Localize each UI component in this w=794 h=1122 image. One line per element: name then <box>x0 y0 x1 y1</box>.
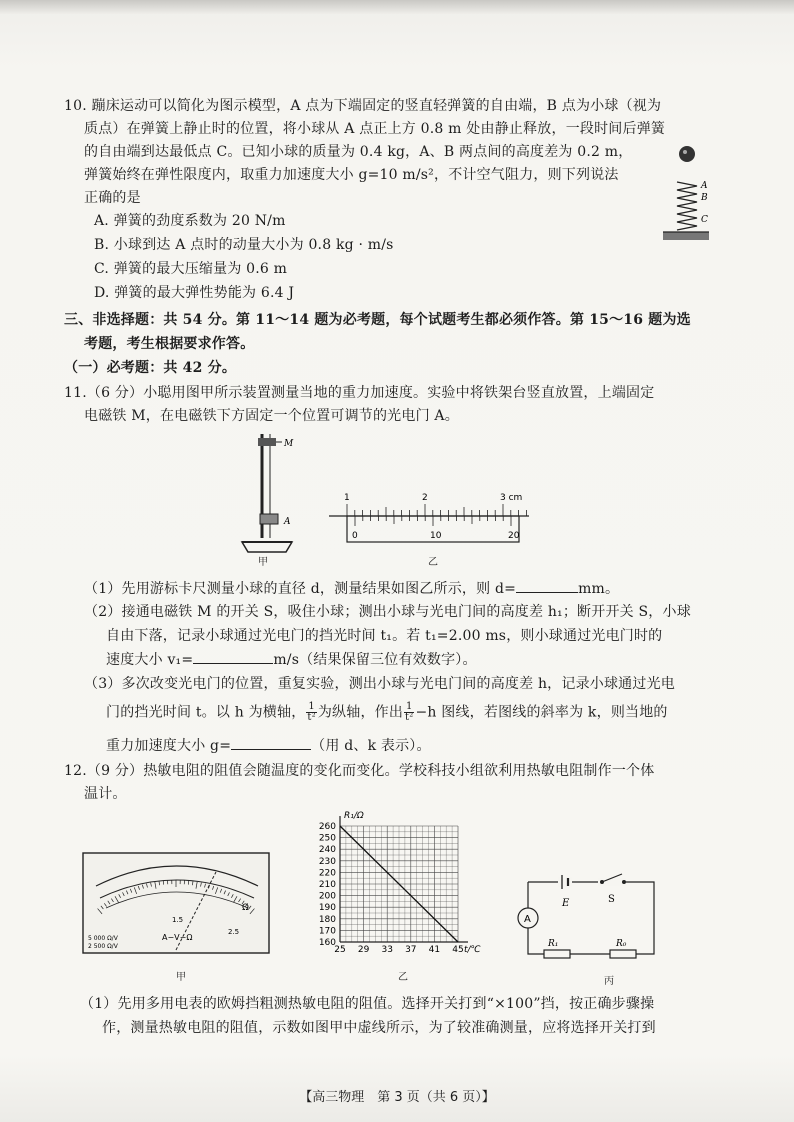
q10-line3: 的自由端到达最低点 C。已知小球的质量为 0.4 kg，A、B 两点间的高度差为 0.2 m， <box>84 144 633 160</box>
y-tick-label: 220 <box>318 868 336 879</box>
q11-p3c-end: （用 d、k 表示）。 <box>311 738 431 754</box>
label-a: A <box>701 181 708 191</box>
ball-icon <box>679 146 695 162</box>
y-tick-label: 190 <box>318 903 336 914</box>
q11-p1 <box>84 578 619 599</box>
q11-p3b <box>106 702 668 723</box>
x-axis-label: t/℃ <box>464 945 481 955</box>
answer-blank-v1[interactable] <box>193 649 273 664</box>
q11-p3b-2: 为纵轴，作出 <box>317 704 404 721</box>
spring-coil <box>677 182 697 230</box>
q12-p1b: 作，测量热敏电阻的阻值，示数如图甲中虚线所示，为了较准确测量，应将选择开关打到 <box>102 1020 656 1036</box>
y-axis-label: R₁/Ω <box>344 811 364 821</box>
q11-p2c-text: 速度大小 v₁= <box>106 652 194 668</box>
circuit-figure <box>504 870 674 966</box>
spring-figure <box>655 140 715 245</box>
multimeter-dial-figure <box>82 852 272 962</box>
q11-p3b-3: −h 图线，若图线的斜率为 k，则当地的 <box>415 704 668 721</box>
y-tick-label: 250 <box>318 833 336 844</box>
fraction-1-t2 <box>306 702 316 723</box>
label-b: B <box>701 193 708 203</box>
scale-mid2-label: 2.5 <box>228 928 240 936</box>
fig-yi-caption-q12: 乙 <box>398 972 408 983</box>
q11-p2c <box>106 649 477 670</box>
iron-stand-figure <box>232 430 312 560</box>
frac-den: t² <box>405 712 414 723</box>
page-footer: 【高三物理 第 3 页（共 6 页）】 <box>299 1090 495 1105</box>
main-scale-label: 1 <box>344 493 350 503</box>
q12-line1: 12.（9 分）热敏电阻的阻值会随温度的变化而变化。学校科技小组欲利用热敏电阻制作一个体 <box>64 763 655 779</box>
ohm-per-volt-1: 5 000 Ω/V <box>88 935 118 942</box>
omega-symbol: Ω <box>242 903 249 913</box>
fig-jia-caption: 甲 <box>258 557 268 568</box>
fraction-1-t2-b <box>404 702 414 723</box>
label-e: E <box>562 898 570 909</box>
electromagnet-m <box>258 438 276 446</box>
y-tick-label: 170 <box>318 926 336 937</box>
q11-line2: 电磁铁 M，在电磁铁下方固定一个位置可调节的光电门 A。 <box>84 408 459 424</box>
label-s: S <box>608 894 615 905</box>
main-scale-label: 2 <box>422 493 428 503</box>
ohm-per-volt-2: 2 500 Ω/V <box>88 943 118 950</box>
q11-p2a: （2）接通电磁铁 M 的开关 S，吸住小球；测出小球与光电门间的高度差 h₁；断开开关 S，小球 <box>84 604 691 620</box>
frac-den: t² <box>307 712 316 723</box>
circuit-wire <box>528 882 654 954</box>
x-tick-label: 41 <box>428 945 441 955</box>
section3-line2: 考题，考生根据要求作答。 <box>84 336 255 352</box>
vernier-scale-label: 10 <box>430 531 442 541</box>
frac-num: 1 <box>308 701 315 712</box>
q11-p3c-text: 重力加速度大小 g= <box>106 738 232 754</box>
frac-num: 1 <box>405 701 413 712</box>
q10-line5: 正确的是 <box>84 190 141 206</box>
section3-line1: 三、非选择题：共 54 分。第 11～14 题为必考题，每个试题考生都必须作答。第 15～16 题为选 <box>64 312 691 328</box>
main-scale-label: 3 cm <box>500 493 523 503</box>
q11-p3a: （3）多次改变光电门的位置，重复实验，测出小球与光电门间的高度差 h，记录小球通过光电 <box>84 676 675 692</box>
y-tick-label: 240 <box>318 845 336 856</box>
meter-model: A−V−Ω <box>162 933 193 942</box>
label-a: A <box>284 517 291 527</box>
q11-p1-text: （1）先用游标卡尺测量小球的直径 d，测量结果如图乙所示，则 d= <box>84 581 517 597</box>
x-tick-label: 29 <box>357 945 370 955</box>
q10-line4: 弹簧始终在弹性限度内，取重力加速度大小 g=10 m/s²，不计空气阻力，则下列说法 <box>84 167 619 183</box>
answer-blank-g[interactable] <box>231 735 311 750</box>
x-tick-label: 33 <box>381 945 393 955</box>
resistance-temperature-chart <box>308 804 488 964</box>
y-tick-label: 180 <box>318 914 336 925</box>
q10-option-a: A. 弹簧的劲度系数为 20 N/m <box>94 213 286 229</box>
vernier-scale-label: 0 <box>352 531 358 541</box>
q12-line2: 温计。 <box>84 786 127 802</box>
fig-bing-caption: 丙 <box>604 976 614 987</box>
y-tick-label: 200 <box>318 891 336 902</box>
q10-option-d: D. 弹簧的最大弹性势能为 6.4 J <box>94 285 295 301</box>
y-tick-label: 260 <box>318 822 336 832</box>
scale-mid-label: 1.5 <box>172 916 184 924</box>
q11-p1-end: mm。 <box>578 581 620 597</box>
x-tick-label: 37 <box>405 945 417 955</box>
label-r1: R₁ <box>548 939 559 949</box>
photogate-a <box>260 514 278 524</box>
vernier-caliper-figure <box>325 490 535 550</box>
scan-edge <box>0 0 794 14</box>
answer-blank-d[interactable] <box>516 578 578 593</box>
q11-p2c-end: m/s（结果保留三位有效数字）。 <box>273 652 477 668</box>
q10-option-b: B. 小球到达 A 点时的动量大小为 0.8 kg · m/s <box>94 237 394 253</box>
stand-base <box>242 542 292 552</box>
q12-p1a: （1）先用多用电表的欧姆挡粗测热敏电阻的阻值。选择开关打到“×100”挡，按正确步骤操 <box>80 996 655 1012</box>
vernier-scale-label: 20 <box>508 531 520 541</box>
label-c: C <box>701 215 708 225</box>
q11-p3b-1: 门的挡光时间 t。以 h 为横轴， <box>106 704 306 721</box>
y-tick-label: 210 <box>318 880 336 890</box>
fig-jia-caption-q12: 甲 <box>176 972 186 983</box>
q10-option-c: C. 弹簧的最大压缩量为 0.6 m <box>94 261 288 277</box>
ground-base <box>663 232 709 240</box>
resistor-r0 <box>610 950 636 958</box>
section3-sub: （一）必考题：共 42 分。 <box>64 360 237 376</box>
ammeter-label: A <box>524 914 531 925</box>
q11-p2b: 自由下落，记录小球通过光电门的挡光时间 t₁。若 t₁=2.00 ms，则小球通过光电门时的 <box>106 628 663 644</box>
q11-line1: 11.（6 分）小聪用图甲所示装置测量当地的重力加速度。实验中将铁架台竖直放置，上端固定 <box>64 385 655 401</box>
label-m: M <box>284 439 294 449</box>
x-tick-label: 45 <box>452 945 464 955</box>
q10-line1: 10. 蹦床运动可以简化为图示模型，A 点为下端固定的竖直轻弹簧的自由端，B 点为小球（视为 <box>64 98 662 114</box>
fig-yi-caption: 乙 <box>428 557 438 568</box>
x-tick-label: 25 <box>334 945 346 955</box>
q10-line2: 质点）在弹簧上静止时的位置，将小球从 A 点正上方 0.8 m 处由静止释放，一段时间后弹簧 <box>84 121 666 137</box>
resistor-r1 <box>544 950 570 958</box>
y-tick-label: 160 <box>318 938 336 948</box>
label-r0: R₀ <box>616 939 627 949</box>
y-tick-label: 230 <box>318 856 336 867</box>
q11-p3c <box>106 735 431 756</box>
